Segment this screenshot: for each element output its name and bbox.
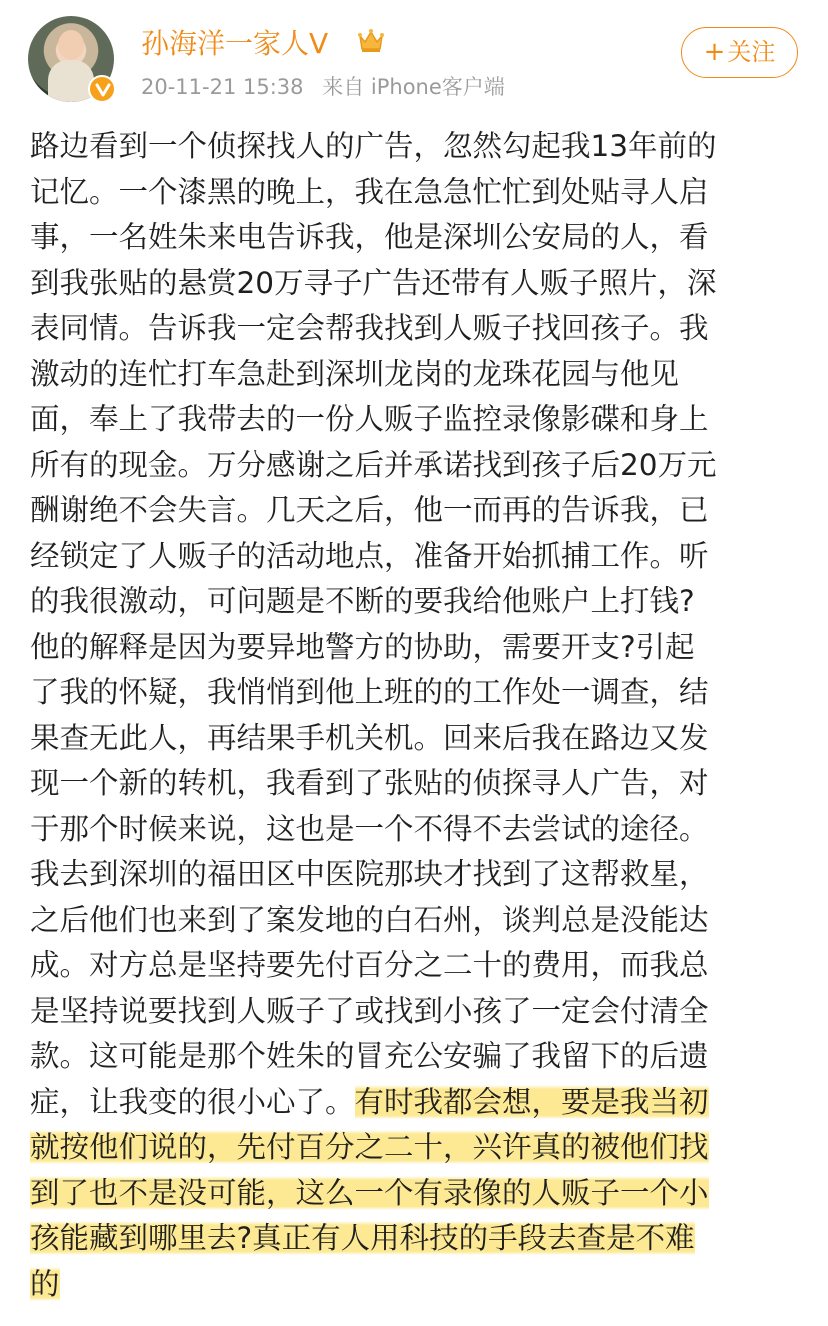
content-text: 路边看到一个侦探找人的广告，忽然勾起我13年前的 xyxy=(30,129,717,163)
content-text: 现一个新的转机，我看到了张贴的侦探寻人广告，对 xyxy=(30,766,709,800)
content-line xyxy=(30,215,800,261)
avatar-figure-body xyxy=(48,60,94,102)
follow-button[interactable] xyxy=(681,27,798,78)
highlighted-text: 的 xyxy=(30,1266,60,1301)
content-line xyxy=(30,989,800,1035)
content-text: 记忆。一个漆黑的晚上，我在急急忙忙到处贴寻人启 xyxy=(30,174,709,209)
content-text: 到我张贴的悬赏20万寻子广告还带有人贩子照片，深 xyxy=(30,265,717,300)
content-text: 症，让我变的很小心了。 xyxy=(30,1084,355,1119)
content-line xyxy=(30,625,800,671)
highlighted-text: 到了也不是没可能，这么一个有录像的人贩子一个小 xyxy=(30,1175,709,1210)
post-content xyxy=(30,124,800,1307)
source-prefix: 来自 xyxy=(322,75,365,99)
content-text: 我去到深圳的福田区中医院那块才找到了这帮救星， xyxy=(30,857,709,891)
content-text: 表同情。告诉我一定会帮我找到人贩子找回孩子。我 xyxy=(30,311,709,345)
verified-badge-icon xyxy=(88,75,116,103)
content-line xyxy=(30,261,800,307)
content-line xyxy=(30,306,800,352)
content-line xyxy=(30,488,800,534)
content-line xyxy=(30,124,800,170)
content-text: 经锁定了人贩子的活动地点，准备开始抓捕工作。听 xyxy=(30,538,709,573)
content-line xyxy=(30,1216,800,1262)
post-header xyxy=(0,0,828,118)
content-text: 激动的连忙打车急赴到深圳龙岗的龙珠花园与他见 xyxy=(30,356,680,391)
content-text: 面，奉上了我带去的一份人贩子监控录像影碟和身上 xyxy=(30,402,709,436)
content-text: 了我的怀疑，我悄悄到他上班的的工作处一调查，结 xyxy=(30,675,709,709)
content-line xyxy=(30,807,800,853)
highlighted-text: 孩能藏到哪里去?真正有人用科技的手段去查是不难 xyxy=(30,1221,695,1255)
content-line xyxy=(30,352,800,398)
content-text: 事，一名姓朱来电告诉我，他是深圳公安局的人，看 xyxy=(30,220,709,254)
content-line xyxy=(30,898,800,944)
plus-icon: + xyxy=(703,37,726,67)
highlighted-text: 有时我都会想，要是我当初 xyxy=(354,1084,709,1119)
content-text: 之后他们也来到了案发地的白石州，谈判总是没能达 xyxy=(30,902,709,937)
content-line xyxy=(30,761,800,807)
crown-icon xyxy=(357,28,385,54)
content-line xyxy=(30,443,800,489)
author-name[interactable]: 孙海洋一家人V xyxy=(141,27,329,60)
content-text: 于那个时候来说，这也是一个不得不去尝试的途径。 xyxy=(30,811,709,846)
content-line xyxy=(30,1034,800,1080)
content-text: 款。这可能是那个姓朱的冒充公安骗了我留下的后遗 xyxy=(30,1039,709,1073)
post-time: 20-11-21 15:38 xyxy=(141,75,304,99)
content-line xyxy=(30,1262,800,1308)
post-meta xyxy=(141,72,505,102)
content-line xyxy=(30,1125,800,1171)
content-line xyxy=(30,670,800,716)
content-line xyxy=(30,1080,800,1126)
content-text: 是坚持说要找到人贩子了或找到小孩了一定会付清全 xyxy=(30,993,709,1028)
follow-label: 关注 xyxy=(727,38,776,66)
content-text: 的我很激动，可问题是不断的要我给他账户上打钱? xyxy=(30,584,695,618)
content-text: 所有的现金。万分感谢之后并承诺找到孩子后20万元 xyxy=(30,447,717,482)
content-line xyxy=(30,579,800,625)
highlighted-text: 就按他们说的，先付百分之二十，兴许真的被他们找 xyxy=(30,1130,709,1164)
content-line xyxy=(30,1171,800,1217)
avatar-figure-face xyxy=(58,30,84,60)
content-line xyxy=(30,534,800,580)
content-line xyxy=(30,397,800,443)
content-line xyxy=(30,943,800,989)
content-text: 他的解释是因为要异地警方的协助，需要开支?引起 xyxy=(30,629,695,664)
content-line xyxy=(30,852,800,898)
content-text: 成。对方总是坚持要先付百分之二十的费用，而我总 xyxy=(30,948,709,982)
content-line xyxy=(30,170,800,216)
post-source[interactable]: iPhone客户端 xyxy=(370,75,505,99)
content-line xyxy=(30,716,800,762)
content-text: 酬谢绝不会失言。几天之后，他一而再的告诉我，已 xyxy=(30,493,709,527)
content-text: 果查无此人，再结果手机关机。回来后我在路边又发 xyxy=(30,720,709,755)
